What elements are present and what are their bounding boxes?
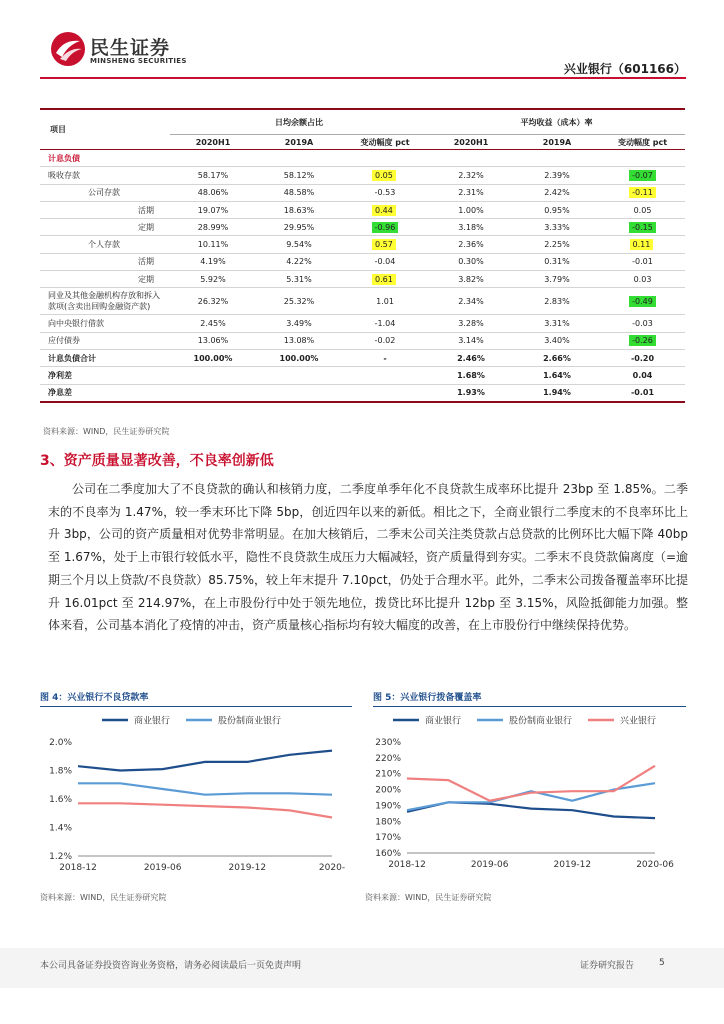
table-cell: 18.63%: [256, 201, 342, 218]
table-cell: [170, 384, 256, 402]
table-cell: 0.04: [600, 367, 685, 384]
table-cell: 100.00%: [170, 349, 256, 366]
table-cell: 1.00%: [428, 201, 514, 218]
highlight-yellow: 0.05: [372, 170, 396, 181]
brand-name-cn: 民生证券: [90, 37, 171, 59]
row-label: 个人存款: [40, 236, 170, 253]
table-cell: 3.82%: [428, 271, 514, 288]
section-title: 3、资产质量显著改善，不良率创新低: [40, 453, 274, 469]
table-cell: 3.31%: [514, 315, 600, 332]
table-row: [40, 384, 685, 402]
y-tick-label: 160%: [375, 849, 401, 859]
footer-report-type: 证券研究报告: [580, 961, 635, 971]
series-line-2: [78, 803, 332, 817]
sub-header: 2020H1: [170, 135, 256, 150]
table-cell: -1.04: [342, 315, 428, 332]
sub-header: 变动幅度 pct: [342, 135, 428, 150]
table-cell: 1.64%: [514, 367, 600, 384]
table-cell: 0.31%: [514, 253, 600, 270]
table-cell: 29.95%: [256, 219, 342, 236]
highlight-green: -0.07: [629, 170, 656, 181]
y-tick-label: 1.2%: [49, 852, 72, 862]
legend-label: 股份制商业银行: [509, 716, 573, 727]
table-cell: [170, 367, 256, 384]
table-cell: -0.03: [600, 315, 685, 332]
npl-ratio-chart: [40, 708, 352, 884]
table-row: [40, 332, 685, 349]
page-number: 5: [659, 958, 665, 968]
table-cell: 3.33%: [514, 219, 600, 236]
table-row: [40, 201, 685, 218]
minsheng-logo-icon: [50, 31, 86, 67]
header-divider: [40, 77, 686, 79]
table-cell: 3.14%: [428, 332, 514, 349]
row-label: 活期: [40, 253, 170, 270]
highlight-yellow: 0.44: [372, 205, 396, 216]
table-cell: 58.17%: [170, 167, 256, 184]
sub-header: 2020H1: [428, 135, 514, 150]
figure-4-title: 图 4：兴业银行不良贷款率: [40, 693, 149, 703]
table-cell: [342, 167, 428, 184]
table-cell: 48.58%: [256, 184, 342, 201]
table-cell: 0.05: [600, 201, 685, 218]
table-cell: 48.06%: [170, 184, 256, 201]
col-item: 项目: [40, 109, 170, 150]
table-cell: 13.08%: [256, 332, 342, 349]
y-tick-label: 1.8%: [49, 766, 72, 777]
table-cell: 2.31%: [428, 184, 514, 201]
highlight-yellow: -0.11: [629, 187, 656, 198]
figure-5-title: 图 5：兴业银行拨备覆盖率: [373, 693, 482, 703]
y-tick-label: 220%: [375, 753, 401, 764]
highlight-green: -0.49: [629, 296, 656, 307]
x-tick-label: 2019-12: [228, 863, 267, 873]
table-cell: 2.46%: [428, 349, 514, 366]
footer-disclaimer: 本公司具备证券投资咨询业务资格，请务必阅读最后一页免责声明: [40, 961, 302, 971]
x-tick-label: 2019-06: [143, 863, 182, 873]
legend-label: 商业银行: [134, 716, 171, 727]
table-cell: [342, 384, 428, 402]
brand-name-en: MINSHENG SECURITIES: [90, 57, 187, 65]
body-paragraph: 公司在二季度加大了不良贷款的确认和核销力度，二季度单季年化不良贷款生成率环比提升 23bp 至 1.85%。二季末的不良率为 1.47%，较一季末环比下降 5bp，创近四年以来的新低。相比之下，全商业银行二季度末的不良率环比上升 3bp，公司的资产质量相对优势非常明显。在加大核销后，二季末公司关注类贷款占总贷款的比例环比大幅下降 40bp 至 1.67%，处于上市银行较低水平，隐性不良贷款生成压力大幅减轻，资产质量得到夯实。二季末不良贷款偏离度（=逾期三个月以上贷款/不良贷款）85.75%，较上年末提升 7.10pct，仍处于合理水平。此外，二季末公司拨备覆盖率环比提升 16.01pct 至 214.97%，在上市股份行中处于领先地位，拨贷比环比提升 12bp 至 3.15%，风险抵御能力加强。整体来看，公司基本消化了疫情的冲击，资产质量核心指标均有较大幅度的改善，在上市股份行中继续保持优势。: [48, 482, 688, 633]
table-cell: 2.42%: [514, 184, 600, 201]
table-cell: [600, 184, 685, 201]
y-tick-label: 200%: [375, 785, 401, 796]
brand-logo: [50, 31, 190, 71]
table-cell: 2.83%: [514, 288, 600, 315]
series-line-1: [407, 783, 655, 810]
y-tick-label: 1.4%: [49, 823, 72, 834]
y-tick-label: 170%: [375, 833, 401, 844]
table-cell: -0.20: [600, 349, 685, 366]
highlight-green: -0.26: [629, 335, 656, 346]
row-label: 活期: [40, 201, 170, 218]
sub-header: 2019A: [514, 135, 600, 150]
table-cell: 1.94%: [514, 384, 600, 402]
table-cell: [342, 201, 428, 218]
table-cell: 2.36%: [428, 236, 514, 253]
y-tick-label: 2.0%: [49, 738, 72, 748]
table-row: [40, 167, 685, 184]
table-cell: [600, 219, 685, 236]
table-source: 资料来源：WIND，民生证券研究院: [43, 427, 170, 436]
table-cell: 2.25%: [514, 236, 600, 253]
table-cell: 0.03: [600, 271, 685, 288]
table-cell: [600, 167, 685, 184]
table-row: [40, 288, 685, 315]
legend-label: 兴业银行: [620, 716, 657, 727]
interest-liability-table: [40, 108, 685, 403]
table-cell: 25.32%: [256, 288, 342, 315]
y-tick-label: 1.6%: [49, 795, 72, 805]
table-cell: [342, 219, 428, 236]
table-cell: 5.92%: [170, 271, 256, 288]
table-cell: 28.99%: [170, 219, 256, 236]
highlight-yellow: 0.57: [372, 239, 396, 250]
sub-header: 变动幅度 pct: [600, 135, 685, 150]
table-row: [40, 236, 685, 253]
table-cell: 5.31%: [256, 271, 342, 288]
table-cell: 1.93%: [428, 384, 514, 402]
table-cell: 4.22%: [256, 253, 342, 270]
table-row: [40, 253, 685, 270]
table-cell: 3.49%: [256, 315, 342, 332]
table-cell: 1.01: [342, 288, 428, 315]
figure-5-source: 资料来源：WIND，民生证券研究院: [365, 893, 492, 902]
row-label: 定期: [40, 219, 170, 236]
x-tick-label: 2019-12: [553, 860, 592, 870]
series-line-0: [78, 751, 332, 771]
legend-label: 股份制商业银行: [218, 716, 282, 727]
table-cell: [342, 236, 428, 253]
table-cell: [342, 367, 428, 384]
table-cell: -: [342, 349, 428, 366]
table-cell: 0.30%: [428, 253, 514, 270]
table-body: [40, 167, 685, 402]
x-tick-label: 2018-12: [59, 863, 97, 873]
y-tick-label: 210%: [375, 769, 401, 780]
legend-label: 商业银行: [425, 716, 462, 727]
table-cell: 1.68%: [428, 367, 514, 384]
table-cell: 3.79%: [514, 271, 600, 288]
table-cell: 2.39%: [514, 167, 600, 184]
figure-4-rule: [40, 706, 352, 707]
table-cell: 100.00%: [256, 349, 342, 366]
table-cell: 2.32%: [428, 167, 514, 184]
table-cell: 10.11%: [170, 236, 256, 253]
table-cell: 3.40%: [514, 332, 600, 349]
table-cell: [600, 332, 685, 349]
series-line-2: [407, 766, 655, 801]
table-cell: -0.01: [600, 384, 685, 402]
table-cell: 4.19%: [170, 253, 256, 270]
highlight-yellow: 0.11: [630, 239, 654, 250]
figure-5-rule: [373, 706, 686, 707]
table-row: [40, 315, 685, 332]
group-balance-share: 日均余额占比: [170, 109, 428, 135]
y-tick-label: 230%: [375, 738, 401, 748]
section-label: 计息负债: [40, 150, 170, 167]
row-label: 同业及其他金融机构存放和拆入款项(含卖出回购金融资产款): [40, 288, 170, 315]
highlight-yellow: 0.61: [372, 274, 396, 285]
row-label: 向中央银行借款: [40, 315, 170, 332]
highlight-green: -0.96: [372, 222, 399, 233]
provision-coverage-chart: [373, 708, 686, 884]
table-cell: 3.28%: [428, 315, 514, 332]
table-cell: 13.06%: [170, 332, 256, 349]
y-tick-label: 180%: [375, 817, 401, 828]
table-row: [40, 367, 685, 384]
highlight-green: -0.15: [629, 222, 656, 233]
x-tick-label: 2018-12: [388, 860, 426, 870]
table-cell: 2.45%: [170, 315, 256, 332]
figure-4-source: 资料来源：WIND，民生证券研究院: [40, 893, 167, 902]
table-row: [40, 184, 685, 201]
stock-code: 兴业银行（601166）: [563, 62, 686, 76]
table-cell: [342, 271, 428, 288]
table-cell: 58.12%: [256, 167, 342, 184]
table-row: [40, 349, 685, 366]
table-cell: -0.04: [342, 253, 428, 270]
table-cell: [256, 384, 342, 402]
page-footer: [0, 948, 724, 988]
x-tick-label: 2020-: [318, 863, 346, 873]
table-row: [40, 271, 685, 288]
table-cell: [256, 367, 342, 384]
table-cell: [600, 236, 685, 253]
row-label: 吸收存款: [40, 167, 170, 184]
table-cell: 2.34%: [428, 288, 514, 315]
table-row: [40, 219, 685, 236]
row-label: 定期: [40, 271, 170, 288]
table-cell: [600, 288, 685, 315]
table-cell: 26.32%: [170, 288, 256, 315]
x-tick-label: 2019-06: [470, 860, 509, 870]
row-label: 公司存款: [40, 184, 170, 201]
table-cell: 0.95%: [514, 201, 600, 218]
table-cell: -0.01: [600, 253, 685, 270]
table-cell: 19.07%: [170, 201, 256, 218]
table-cell: 9.54%: [256, 236, 342, 253]
sub-header: 2019A: [256, 135, 342, 150]
row-label: 净利差: [40, 367, 170, 384]
table-cell: 2.66%: [514, 349, 600, 366]
y-tick-label: 190%: [375, 801, 401, 812]
series-line-0: [407, 802, 655, 818]
table-cell: -0.53: [342, 184, 428, 201]
row-label: 应付债券: [40, 332, 170, 349]
table-cell: -0.02: [342, 332, 428, 349]
row-label: 计息负债合计: [40, 349, 170, 366]
row-label: 净息差: [40, 384, 170, 402]
series-line-1: [78, 783, 332, 794]
group-yield-cost: 平均收益（成本）率: [428, 109, 685, 135]
table-cell: 3.18%: [428, 219, 514, 236]
x-tick-label: 2020-06: [636, 860, 674, 870]
